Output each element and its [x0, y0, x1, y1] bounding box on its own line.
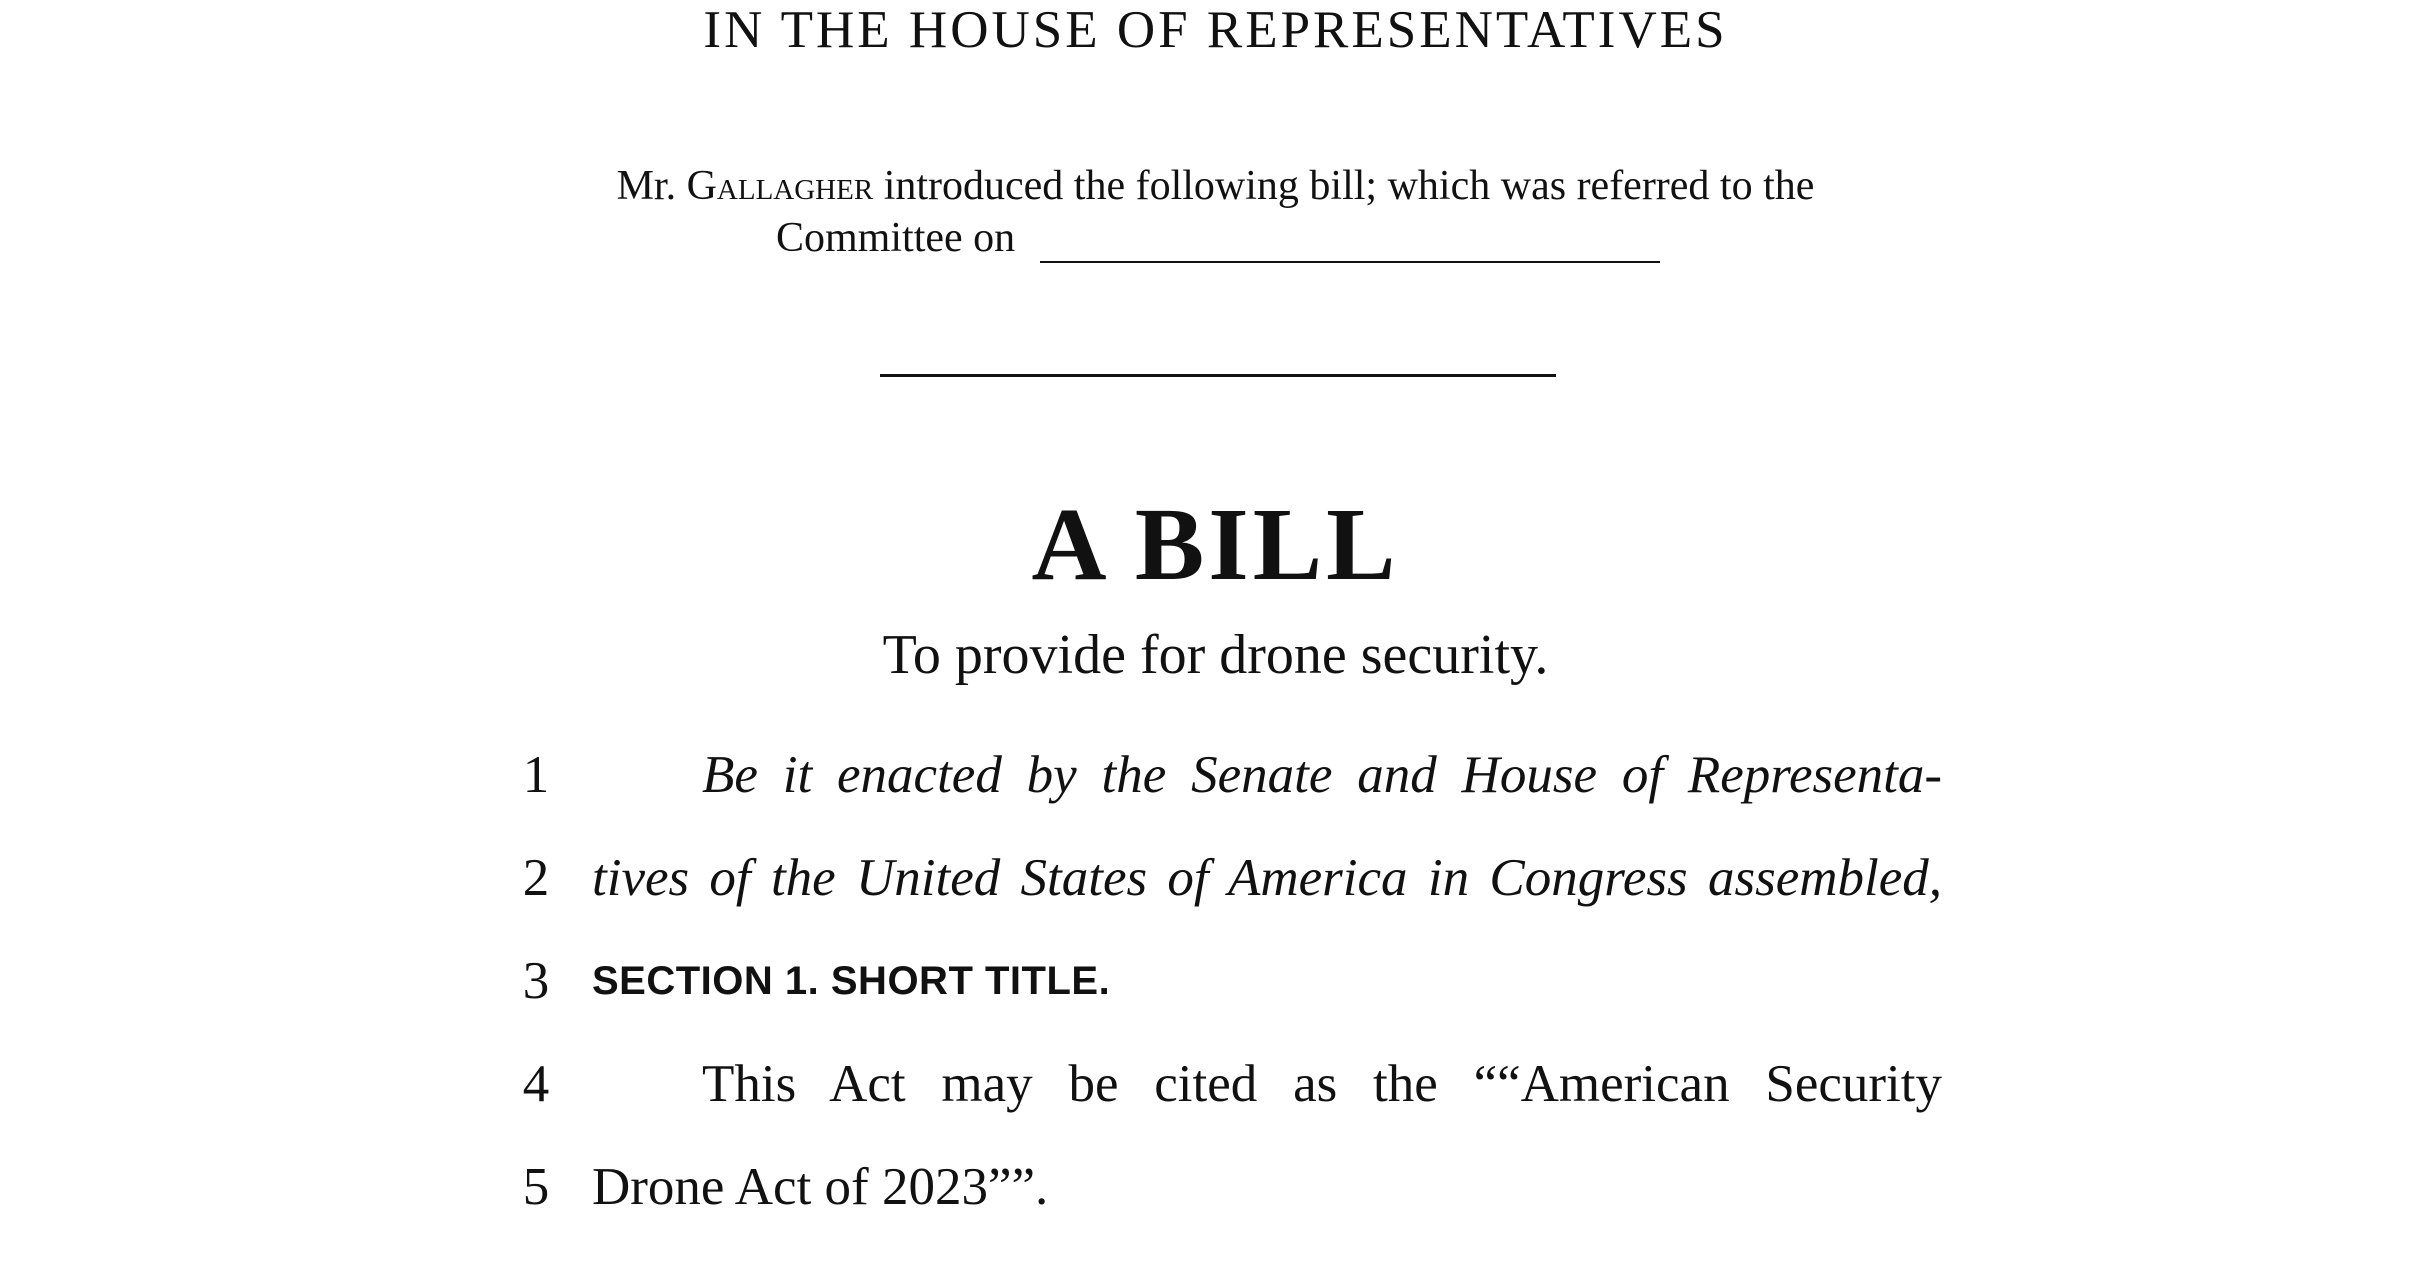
short-title-text: This Act may be cited as the ““American Security	[702, 1055, 1942, 1113]
bill-line	[0, 740, 2431, 810]
introduction-text: introduced the following bill; which was referred to the	[873, 163, 1815, 209]
section-divider	[880, 374, 1556, 377]
chamber-heading: IN THE HOUSE OF REPRESENTATIVES	[703, 1, 1728, 59]
bill-line	[0, 1152, 2431, 1222]
bill-purpose: To provide for drone security.	[882, 624, 1549, 686]
line-number: 3	[522, 952, 550, 1010]
bill-line	[0, 946, 2431, 1016]
section-heading: SECTION 1. SHORT TITLE.	[592, 959, 1111, 1003]
line-number: 2	[522, 849, 550, 907]
introduction-line-1	[0, 160, 2431, 212]
introduction-line-2: Committee on	[776, 215, 1016, 261]
bill-line	[0, 1049, 2431, 1119]
bill-line	[0, 843, 2431, 913]
introduction-prefix: Mr.	[616, 163, 687, 209]
committee-blank-line	[1040, 261, 1660, 263]
short-title-text: Drone Act of 2023””.	[592, 1158, 1049, 1216]
line-number: 4	[522, 1055, 550, 1113]
line-number: 5	[522, 1158, 550, 1216]
line-number: 1	[522, 746, 550, 804]
document-type-title: A BILL	[1031, 487, 1400, 602]
enacting-clause-text: Be it enacted by the Senate and House of Representa-	[702, 746, 1942, 804]
sponsor-name: Gallagher	[686, 163, 874, 209]
enacting-clause-text: tives of the United States of America in Congress assembled,	[592, 849, 1942, 907]
